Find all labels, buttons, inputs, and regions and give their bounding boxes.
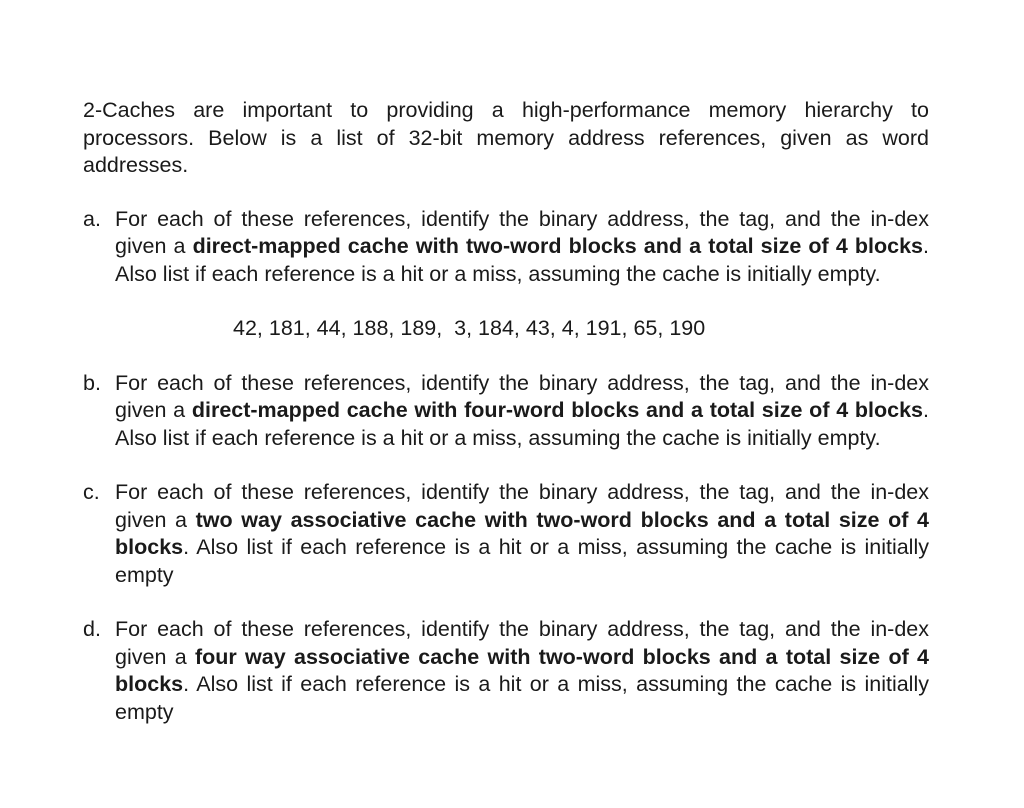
question-d-letter: d. [83, 617, 101, 641]
question-a [83, 206, 929, 343]
question-a-pre: For each of these references, identify the binary address, the tag, and the in-dex given a [115, 206, 929, 258]
question-d-text [115, 616, 929, 726]
question-c-pre: For each of these references, identify the binary address, the tag, and the in-dex given a [115, 480, 929, 532]
question-b-pre: For each of these references, identify the binary address, the tag, and the in-dex given a [115, 370, 929, 422]
question-d-bold: four way associative cache with two-word blocks and a total size of 4 blocks [115, 644, 929, 696]
question-a-letter: a. [83, 206, 101, 231]
question-b-post: . Also list if each reference is a hit or a miss, assuming the cache is initially empty. [115, 398, 930, 450]
question-c-bold: two way associative cache with two-word blocks and a total size of 4 blocks [115, 507, 929, 559]
question-b-letter: b. [83, 370, 101, 395]
question-b-text [115, 370, 929, 453]
question-c-post: . Also list if each reference is a hit or a miss, assuming the cache is initially empty [115, 535, 929, 587]
question-c-letter: c. [83, 480, 100, 504]
question-b-bold: direct-mapped cache with four-word blocks and a total size of 4 blocks [191, 398, 924, 422]
question-c-text [115, 479, 929, 589]
question-d [83, 616, 929, 726]
intro-paragraph: 2-Caches are important to providing a high-performance memory hierarchy to processors. Below is a list of 32-bit memory address references, given as word addresses. [83, 98, 929, 177]
question-b [83, 370, 929, 453]
question-a-bold: direct-mapped cache with two-word blocks and a total size of 4 blocks [192, 234, 923, 258]
question-a-text [115, 206, 929, 289]
question-d-pre: For each of these references, identify the binary address, the tag, and the in-dex given a [115, 617, 929, 669]
document-page [83, 97, 929, 726]
question-c [83, 479, 929, 589]
question-list [83, 206, 929, 727]
address-references: 42, 181, 44, 188, 189, 3, 184, 43, 4, 191, 65, 190 [233, 316, 706, 340]
question-a-post: . Also list if each reference is a hit or a miss, assuming the cache is initially empty. [115, 234, 929, 286]
question-d-post: . Also list if each reference is a hit or a miss, assuming the cache is initially empty [115, 672, 929, 724]
